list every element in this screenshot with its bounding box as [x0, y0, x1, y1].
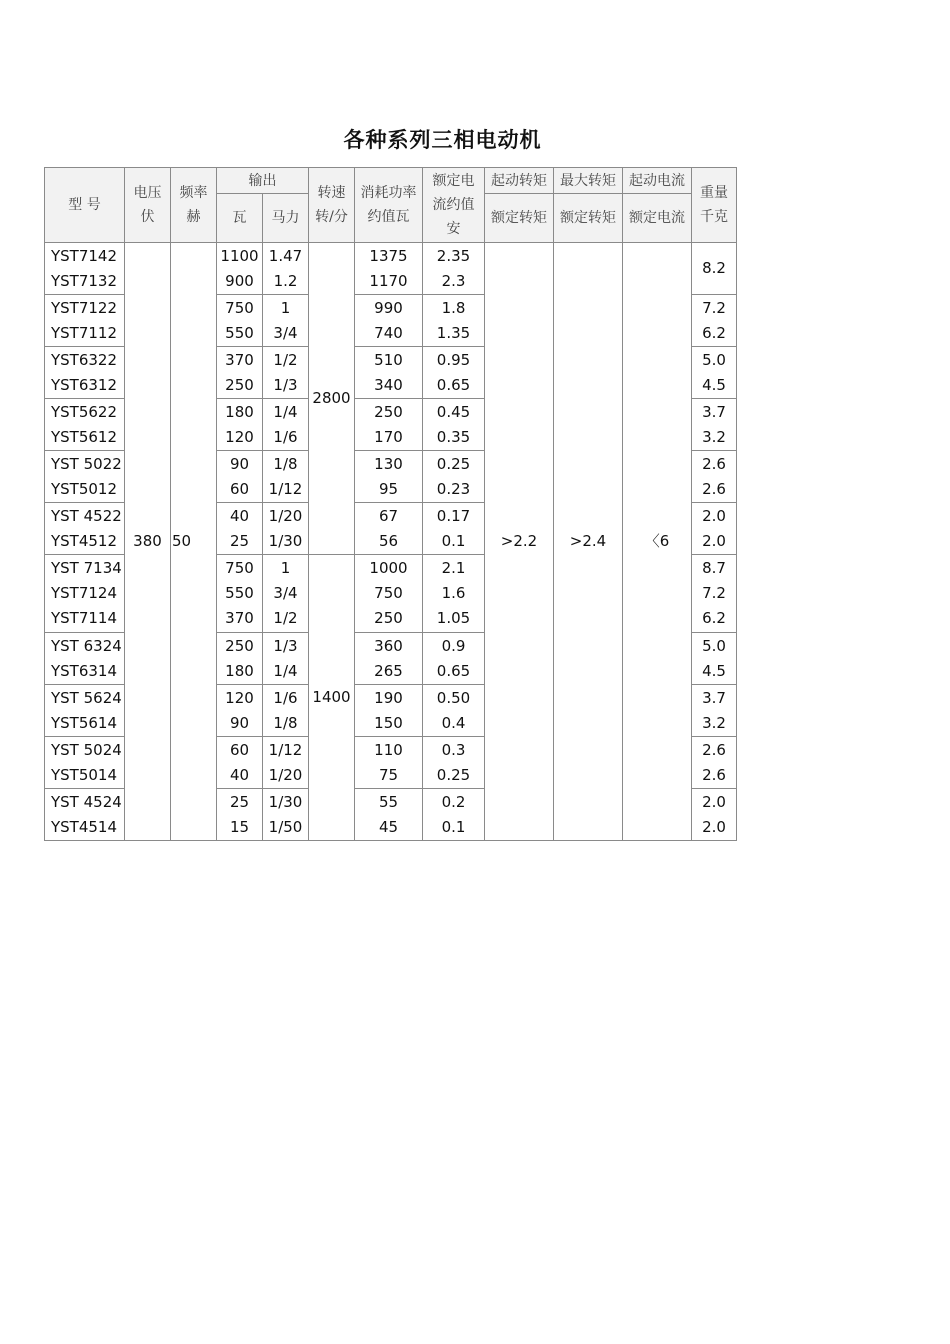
header-weight: 重量 千克: [692, 168, 737, 243]
output-watts-cell: 250 180: [217, 633, 263, 685]
output-watts-cell: 60 40: [217, 737, 263, 789]
output-hp-cell: 1/8 1/12: [263, 451, 309, 503]
table-body: [45, 243, 737, 841]
model-cell: YST 7134 YST7124 YST7114: [45, 555, 125, 633]
start-current-cell: 〈6: [623, 243, 692, 841]
power-cell: 110 75: [355, 737, 423, 789]
model-cell: YST 5624 YST5614: [45, 685, 125, 737]
output-hp-cell: 1/2 1/3: [263, 347, 309, 399]
header-voltage: 电压 伏: [125, 168, 171, 243]
motor-spec-table: [44, 167, 737, 841]
table-header: [45, 168, 737, 243]
weight-cell: 5.0 4.5: [692, 633, 737, 685]
weight-cell: 8.2: [692, 243, 737, 295]
header-max-torque: 最大转矩: [554, 168, 623, 194]
current-cell: 0.9 0.65: [423, 633, 485, 685]
current-cell: 0.17 0.1: [423, 503, 485, 555]
header-rated-current: 额定电流: [623, 194, 692, 243]
power-cell: 190 150: [355, 685, 423, 737]
output-hp-cell: 1.47 1.2: [263, 243, 309, 295]
current-cell: 0.45 0.35: [423, 399, 485, 451]
current-cell: 0.95 0.65: [423, 347, 485, 399]
output-watts-cell: 90 60: [217, 451, 263, 503]
header-output-hp: 马力: [263, 194, 309, 243]
output-watts-cell: 120 90: [217, 685, 263, 737]
frequency-cell: 50: [171, 243, 217, 841]
power-cell: 67 56: [355, 503, 423, 555]
header-start-current: 起动电流: [623, 168, 692, 194]
model-cell: YST 5024 YST5014: [45, 737, 125, 789]
output-watts-cell: 370 250: [217, 347, 263, 399]
output-watts-cell: 180 120: [217, 399, 263, 451]
header-speed: 转速 转/分: [309, 168, 355, 243]
weight-cell: 3.7 3.2: [692, 685, 737, 737]
weight-cell: 2.0 2.0: [692, 789, 737, 841]
output-watts-cell: 40 25: [217, 503, 263, 555]
header-power: 消耗功率 约值瓦: [355, 168, 423, 243]
output-hp-cell: 1 3/4 1/2: [263, 555, 309, 633]
speed-2800-cell: 2800: [309, 243, 355, 555]
model-cell: YST 6324 YST6314: [45, 633, 125, 685]
model-cell: YST 4522 YST4512: [45, 503, 125, 555]
header-output: 输出: [217, 168, 309, 194]
start-torque-cell: >2.2: [485, 243, 554, 841]
power-cell: 1375 1170: [355, 243, 423, 295]
output-watts-cell: 750 550: [217, 295, 263, 347]
output-watts-cell: 25 15: [217, 789, 263, 841]
model-cell: YST 4524 YST4514: [45, 789, 125, 841]
current-cell: 2.1 1.6 1.05: [423, 555, 485, 633]
weight-cell: 8.7 7.2 6.2: [692, 555, 737, 633]
current-cell: 0.2 0.1: [423, 789, 485, 841]
current-cell: 0.50 0.4: [423, 685, 485, 737]
output-watts-cell: 750 550 370: [217, 555, 263, 633]
output-hp-cell: 1/6 1/8: [263, 685, 309, 737]
weight-cell: 7.2 6.2: [692, 295, 737, 347]
output-watts-cell: 1100 900: [217, 243, 263, 295]
current-cell: 0.3 0.25: [423, 737, 485, 789]
header-frequency: 频率 赫: [171, 168, 217, 243]
header-rated-torque-2: 额定转矩: [554, 194, 623, 243]
power-cell: 250 170: [355, 399, 423, 451]
speed-1400-cell: 1400: [309, 555, 355, 841]
output-hp-cell: 1/4 1/6: [263, 399, 309, 451]
output-hp-cell: 1/12 1/20: [263, 737, 309, 789]
current-cell: 2.35 2.3: [423, 243, 485, 295]
model-cell: YST6322 YST6312: [45, 347, 125, 399]
header-current: 额定电 流约值 安: [423, 168, 485, 243]
page-title: 各种系列三相电动机: [343, 128, 542, 152]
current-cell: 0.25 0.23: [423, 451, 485, 503]
voltage-cell: 380: [125, 243, 171, 841]
current-cell: 1.8 1.35: [423, 295, 485, 347]
weight-cell: 2.6 2.6: [692, 737, 737, 789]
output-hp-cell: 1 3/4: [263, 295, 309, 347]
header-model: 型 号: [45, 168, 125, 243]
power-cell: 55 45: [355, 789, 423, 841]
model-cell: YST5622 YST5612: [45, 399, 125, 451]
header-output-watts: 瓦: [217, 194, 263, 243]
power-cell: 130 95: [355, 451, 423, 503]
header-start-torque: 起动转矩: [485, 168, 554, 194]
weight-cell: 5.0 4.5: [692, 347, 737, 399]
weight-cell: 2.6 2.6: [692, 451, 737, 503]
model-cell: YST7122 YST7112: [45, 295, 125, 347]
output-hp-cell: 1/20 1/30: [263, 503, 309, 555]
power-cell: 990 740: [355, 295, 423, 347]
max-torque-cell: >2.4: [554, 243, 623, 841]
weight-cell: 2.0 2.0: [692, 503, 737, 555]
model-cell: YST7142 YST7132: [45, 243, 125, 295]
output-hp-cell: 1/3 1/4: [263, 633, 309, 685]
output-hp-cell: 1/30 1/50: [263, 789, 309, 841]
header-rated-torque-1: 额定转矩: [485, 194, 554, 243]
power-cell: 1000 750 250: [355, 555, 423, 633]
model-cell: YST 5022 YST5012: [45, 451, 125, 503]
table-row: [45, 243, 737, 295]
weight-cell: 3.7 3.2: [692, 399, 737, 451]
power-cell: 510 340: [355, 347, 423, 399]
power-cell: 360 265: [355, 633, 423, 685]
